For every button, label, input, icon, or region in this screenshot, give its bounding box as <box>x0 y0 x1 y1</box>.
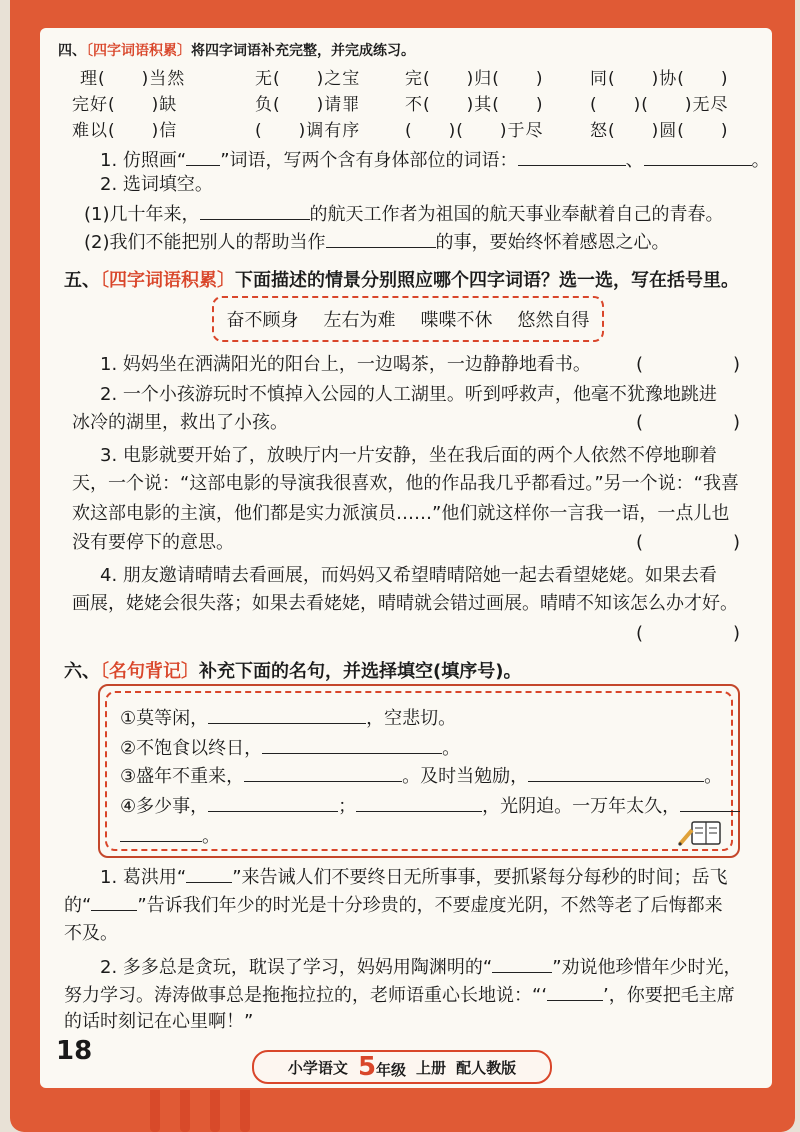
answer-blank[interactable] <box>528 763 704 782</box>
idiom-blank[interactable]: ( )调有序 <box>255 121 361 141</box>
binding-tab <box>240 1090 250 1132</box>
answer-blank[interactable] <box>244 763 402 782</box>
answer-blank[interactable] <box>186 864 232 883</box>
sec5-header: 五、〔四字词语积累〕下面描述的情景分别照应哪个四字词语？选一选，写在括号里。 <box>64 270 739 291</box>
answer-paren[interactable]: ( ) <box>636 532 741 553</box>
sec6-title: 补充下面的名句，并选择填空(填序号)。 <box>199 661 522 682</box>
footer-grade: 5 <box>357 1052 377 1082</box>
sec6-q2-cont: 努力学习。涛涛做事总是拖拖拉拉的，老师语重心长地说：“‘ ’，你要把毛主席 <box>64 982 735 1008</box>
idiom-blank[interactable]: 同( )协( ) <box>590 69 729 89</box>
sec4-q2a: (1)几十年来， 的航天工作者为祖国的航天事业奉献着自己的青春。 <box>84 201 724 227</box>
sec4-header <box>58 40 415 60</box>
book-pencil-icon <box>678 816 724 848</box>
sec5-tag: 〔四字词语积累〕 <box>100 270 235 291</box>
sec5-item-3-cont: 没有要停下的意思。 <box>72 532 234 553</box>
sec5-item-2: 2. 一个小孩游玩时不慎掉入公园的人工湖里。听到呼救声，他毫不犹豫地跳进 <box>100 384 717 405</box>
idiom-blank[interactable]: ( )( )无尽 <box>590 95 729 115</box>
answer-blank[interactable] <box>208 793 338 812</box>
idiom-blank[interactable]: ( )( )于尽 <box>405 121 544 141</box>
answer-blank[interactable] <box>262 735 442 754</box>
word-option: 喋喋不休 <box>420 310 493 331</box>
binding-tab <box>150 1090 160 1132</box>
idiom-blank[interactable]: 负( )请罪 <box>255 95 361 115</box>
answer-paren[interactable]: ( ) <box>636 623 741 644</box>
quote-2: ②不饱食以终日， 。 <box>120 735 460 761</box>
word-option: 悠然自得 <box>517 310 590 331</box>
sec4-q2: 2. 选词填空。 <box>100 174 213 195</box>
idiom-blank[interactable]: 难以( )信 <box>72 121 178 141</box>
idiom-blank[interactable]: 完好( )缺 <box>72 95 178 115</box>
sec6-q1-end: 不及。 <box>64 923 118 944</box>
footer-edition: 配人教版 <box>456 1058 517 1077</box>
answer-blank[interactable] <box>208 705 366 724</box>
answer-blank[interactable] <box>91 892 137 911</box>
answer-blank[interactable] <box>120 823 202 842</box>
sec6-q1-cont: 的“ ”告诉我们年少的时光是十分珍贵的，不要虚度光阴，不然等老了后悔都来 <box>64 892 723 918</box>
sec5-item-1: 1. 妈妈坐在洒满阳光的阳台上，一边喝茶，一边静静地看书。 <box>100 354 591 375</box>
idiom-blank[interactable]: 完( )归( ) <box>405 69 544 89</box>
idiom-blank[interactable]: 无( )之宝 <box>255 69 361 89</box>
answer-blank[interactable] <box>644 147 752 166</box>
answer-blank[interactable] <box>186 147 220 166</box>
sec4-tag: 〔四字词语积累〕 <box>86 43 191 59</box>
footer-grade-unit: 年级 <box>376 1061 407 1079</box>
sec4-number: 四、 <box>58 43 86 59</box>
footer-subject: 小学语文 <box>287 1058 348 1077</box>
answer-blank[interactable] <box>200 201 310 220</box>
sec5-item-4: 4. 朋友邀请晴晴去看画展，而妈妈又希望晴晴陪她一起去看望姥姥。如果去看 <box>100 565 717 586</box>
answer-blank[interactable] <box>518 147 626 166</box>
sec4-title: 将四字词语补充完整，并完成练习。 <box>191 43 415 59</box>
word-option: 左右为难 <box>323 310 396 331</box>
idiom-blank[interactable]: 怒( )圆( ) <box>590 121 729 141</box>
sec4-q1: 1. 仿照画“ ”词语，写两个含有身体部位的词语： 、 。 <box>100 147 770 173</box>
sec5-item-3-cont: 天，一个说：“这部电影的导演我很喜欢，他的作品我几乎都看过。”另一个说：“我喜 <box>72 473 739 494</box>
word-bank-box <box>212 296 604 342</box>
answer-blank[interactable] <box>326 229 436 248</box>
sec6-header: 六、〔名句背记〕补充下面的名句，并选择填空(填序号)。 <box>64 661 522 682</box>
word-option: 奋不顾身 <box>226 310 299 331</box>
sec5-item-2-cont: 冰冷的湖里，救出了小孩。 <box>72 412 288 433</box>
book-footer-badge <box>252 1050 552 1084</box>
quote-4-cont: 。 <box>120 823 220 849</box>
sec5-item-4-cont: 画展，姥姥会很失落；如果去看姥姥，晴晴就会错过画展。晴晴不知该怎么办才好。 <box>72 593 738 614</box>
sec6-tag: 〔名句背记〕 <box>100 661 199 682</box>
quote-3: ③盛年不重来， 。及时当勉励， 。 <box>120 763 722 789</box>
footer-volume: 上册 <box>416 1058 447 1077</box>
idiom-blank[interactable]: 理( )当然 <box>80 69 186 89</box>
sec5-item-3-cont: 欢这部电影的主演，他们都是实力派演员……”他们就这样你一言我一语，一点儿也 <box>72 503 730 524</box>
answer-blank[interactable] <box>356 793 482 812</box>
idiom-blank[interactable]: 不( )其( ) <box>405 95 544 115</box>
sec6-q2-end: 的话时刻记在心里啊！” <box>64 1011 254 1032</box>
binding-tab <box>180 1090 190 1132</box>
sec5-title: 下面描述的情景分别照应哪个四字词语？选一选，写在括号里。 <box>235 270 739 291</box>
answer-blank[interactable] <box>547 982 603 1001</box>
sec4-q2b: (2)我们不能把别人的帮助当作 的事，要始终怀着感恩之心。 <box>84 229 670 255</box>
sec6-q2: 2. 多多总是贪玩，耽误了学习，妈妈用陶渊明的“ ”劝说他珍惜年少时光， <box>100 954 742 980</box>
quote-4: ④多少事， ； ，光阴迫。一万年太久， <box>120 793 740 819</box>
answer-paren[interactable]: ( ) <box>636 354 741 375</box>
sec5-item-3: 3. 电影就要开始了，放映厅内一片安静，坐在我后面的两个人依然不停地聊着 <box>100 445 717 466</box>
binding-tab <box>210 1090 220 1132</box>
answer-blank[interactable] <box>680 793 740 812</box>
quote-1: ①莫等闲， ，空悲切。 <box>120 705 456 731</box>
answer-blank[interactable] <box>492 954 552 973</box>
page-number: 18 <box>56 1036 93 1066</box>
sec6-q1: 1. 葛洪用“ ”来告诫人们不要终日无所事事，要抓紧每分每秒的时间；岳飞 <box>100 864 728 890</box>
answer-paren[interactable]: ( ) <box>636 412 741 433</box>
